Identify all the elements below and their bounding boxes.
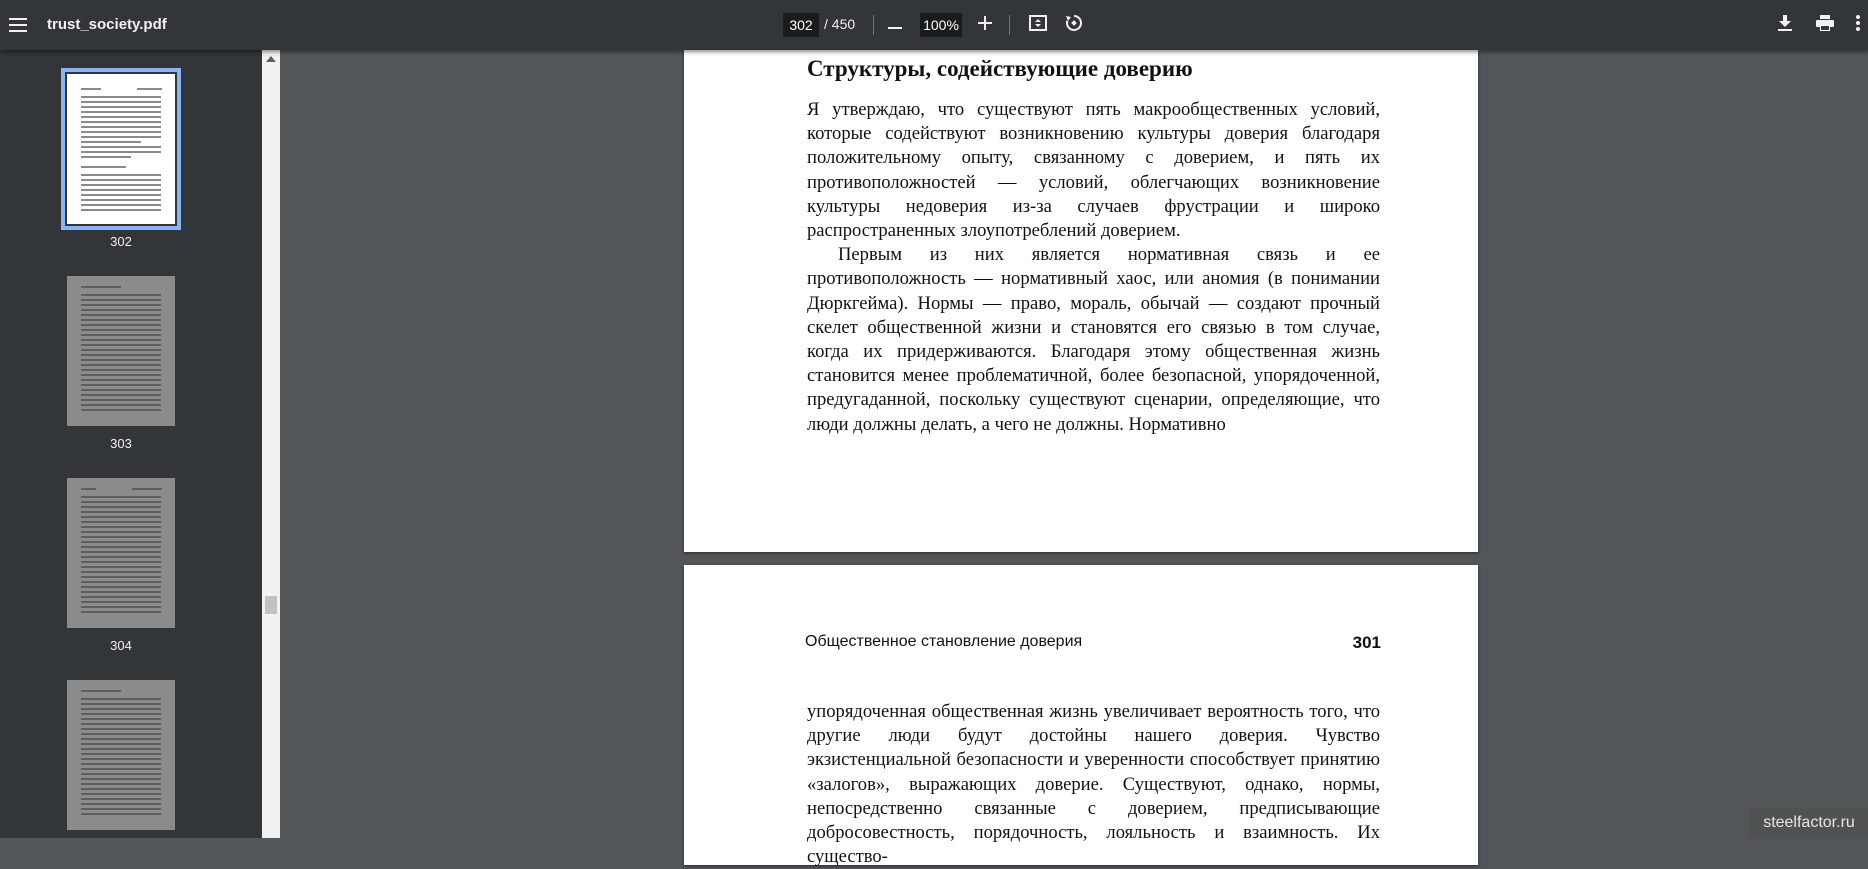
paragraph: Первым из них является нормативная связь и ее противоположность — нормативный хаос, или аномия (в понимании Дюркгейма). Нормы — право, мораль, обычай — создают прочный скелет общественной жизни и становятся его связью в том случае, когда их придерживаются. Благодаря этому общественная жизнь становится менее проблематичной, более безопасной, упорядоченной, предугаданной, поскольку существуют сценарии, определяющие, что люди должны делать, а чего не должны. Нормативно bbox=[807, 244, 1380, 435]
pdf-page-lower bbox=[684, 565, 1478, 868]
thumbnail-label: 304 bbox=[110, 638, 132, 653]
thumbnail-label: 303 bbox=[110, 436, 132, 451]
thumbnail-label: 302 bbox=[110, 234, 132, 249]
toolbar-divider bbox=[1009, 15, 1010, 35]
page-total: / 450 bbox=[824, 16, 856, 32]
paragraph: Я утверждаю, что существуют пять макрообщественных условий, которые содействуют возникновению культуры доверия благодаря положительному опыту, связанному с доверием, и пять их противоположностей — условий, облегчающих возникновение культуры недоверия из-за случаев фрустрации и широко распространенных злоупотреблений доверием. bbox=[807, 99, 1380, 242]
scroll-up-arrow-icon[interactable] bbox=[266, 56, 276, 62]
zoom-level-input[interactable]: 100% bbox=[920, 13, 962, 37]
thumbnail-image bbox=[67, 478, 175, 628]
zoom-out-button[interactable] bbox=[877, 7, 913, 43]
zoom-in-button[interactable] bbox=[967, 7, 1003, 43]
menu-icon[interactable] bbox=[0, 7, 36, 43]
minus-icon bbox=[888, 16, 902, 34]
download-icon bbox=[1778, 15, 1792, 36]
sidebar-scrollbar[interactable] bbox=[262, 50, 280, 838]
more-icon bbox=[1856, 15, 1860, 36]
thumbnail-image bbox=[67, 74, 175, 224]
page-body-text bbox=[807, 700, 1380, 869]
paragraph: упорядоченная общественная жизнь увеличивает вероятность того, что другие люди будут достойны нашего доверия. Чувство экзистенциальной безопасности и уверенности способствует принятию «залогов», выражающих доверие. Существуют, однако, нормы, непосредственно связанные с доверием, предписывающие добросовестность, порядочность, лояльность и взаимность. Их существо- bbox=[807, 701, 1380, 868]
document-title: trust_society.pdf bbox=[47, 16, 167, 33]
page-number: 301 bbox=[1352, 633, 1381, 652]
fit-page-button[interactable] bbox=[1020, 7, 1056, 43]
print-icon bbox=[1816, 15, 1834, 36]
thumbnail-image bbox=[67, 680, 175, 830]
download-button[interactable] bbox=[1767, 7, 1803, 43]
page-number-input[interactable]: 302 bbox=[783, 13, 819, 37]
print-button[interactable] bbox=[1807, 7, 1843, 43]
document-viewer[interactable] bbox=[280, 50, 1868, 868]
plus-icon bbox=[978, 16, 992, 35]
scrollbar-thumb[interactable] bbox=[265, 596, 277, 614]
toolbar-divider bbox=[873, 15, 874, 35]
pdf-page-upper bbox=[684, 50, 1478, 552]
rotate-button[interactable] bbox=[1056, 7, 1092, 43]
running-header bbox=[805, 633, 1381, 651]
section-heading: Структуры, содействующие доверию bbox=[807, 56, 1193, 81]
thumbnail-page-302[interactable] bbox=[67, 74, 175, 249]
fit-page-icon bbox=[1029, 15, 1047, 36]
watermark: steelfactor.ru bbox=[1750, 808, 1868, 838]
thumbnail-image bbox=[67, 276, 175, 426]
thumbnail-page-303[interactable] bbox=[67, 276, 175, 451]
thumbnail-page-304[interactable] bbox=[67, 478, 175, 653]
page-body-text bbox=[807, 98, 1380, 437]
pdf-toolbar bbox=[0, 0, 1868, 50]
rotate-icon bbox=[1065, 14, 1083, 37]
more-button[interactable] bbox=[1848, 7, 1868, 43]
running-title: Общественное становление доверия bbox=[805, 633, 1083, 650]
thumbnail-sidebar[interactable] bbox=[0, 50, 262, 838]
thumbnail-page-305[interactable] bbox=[67, 680, 175, 830]
